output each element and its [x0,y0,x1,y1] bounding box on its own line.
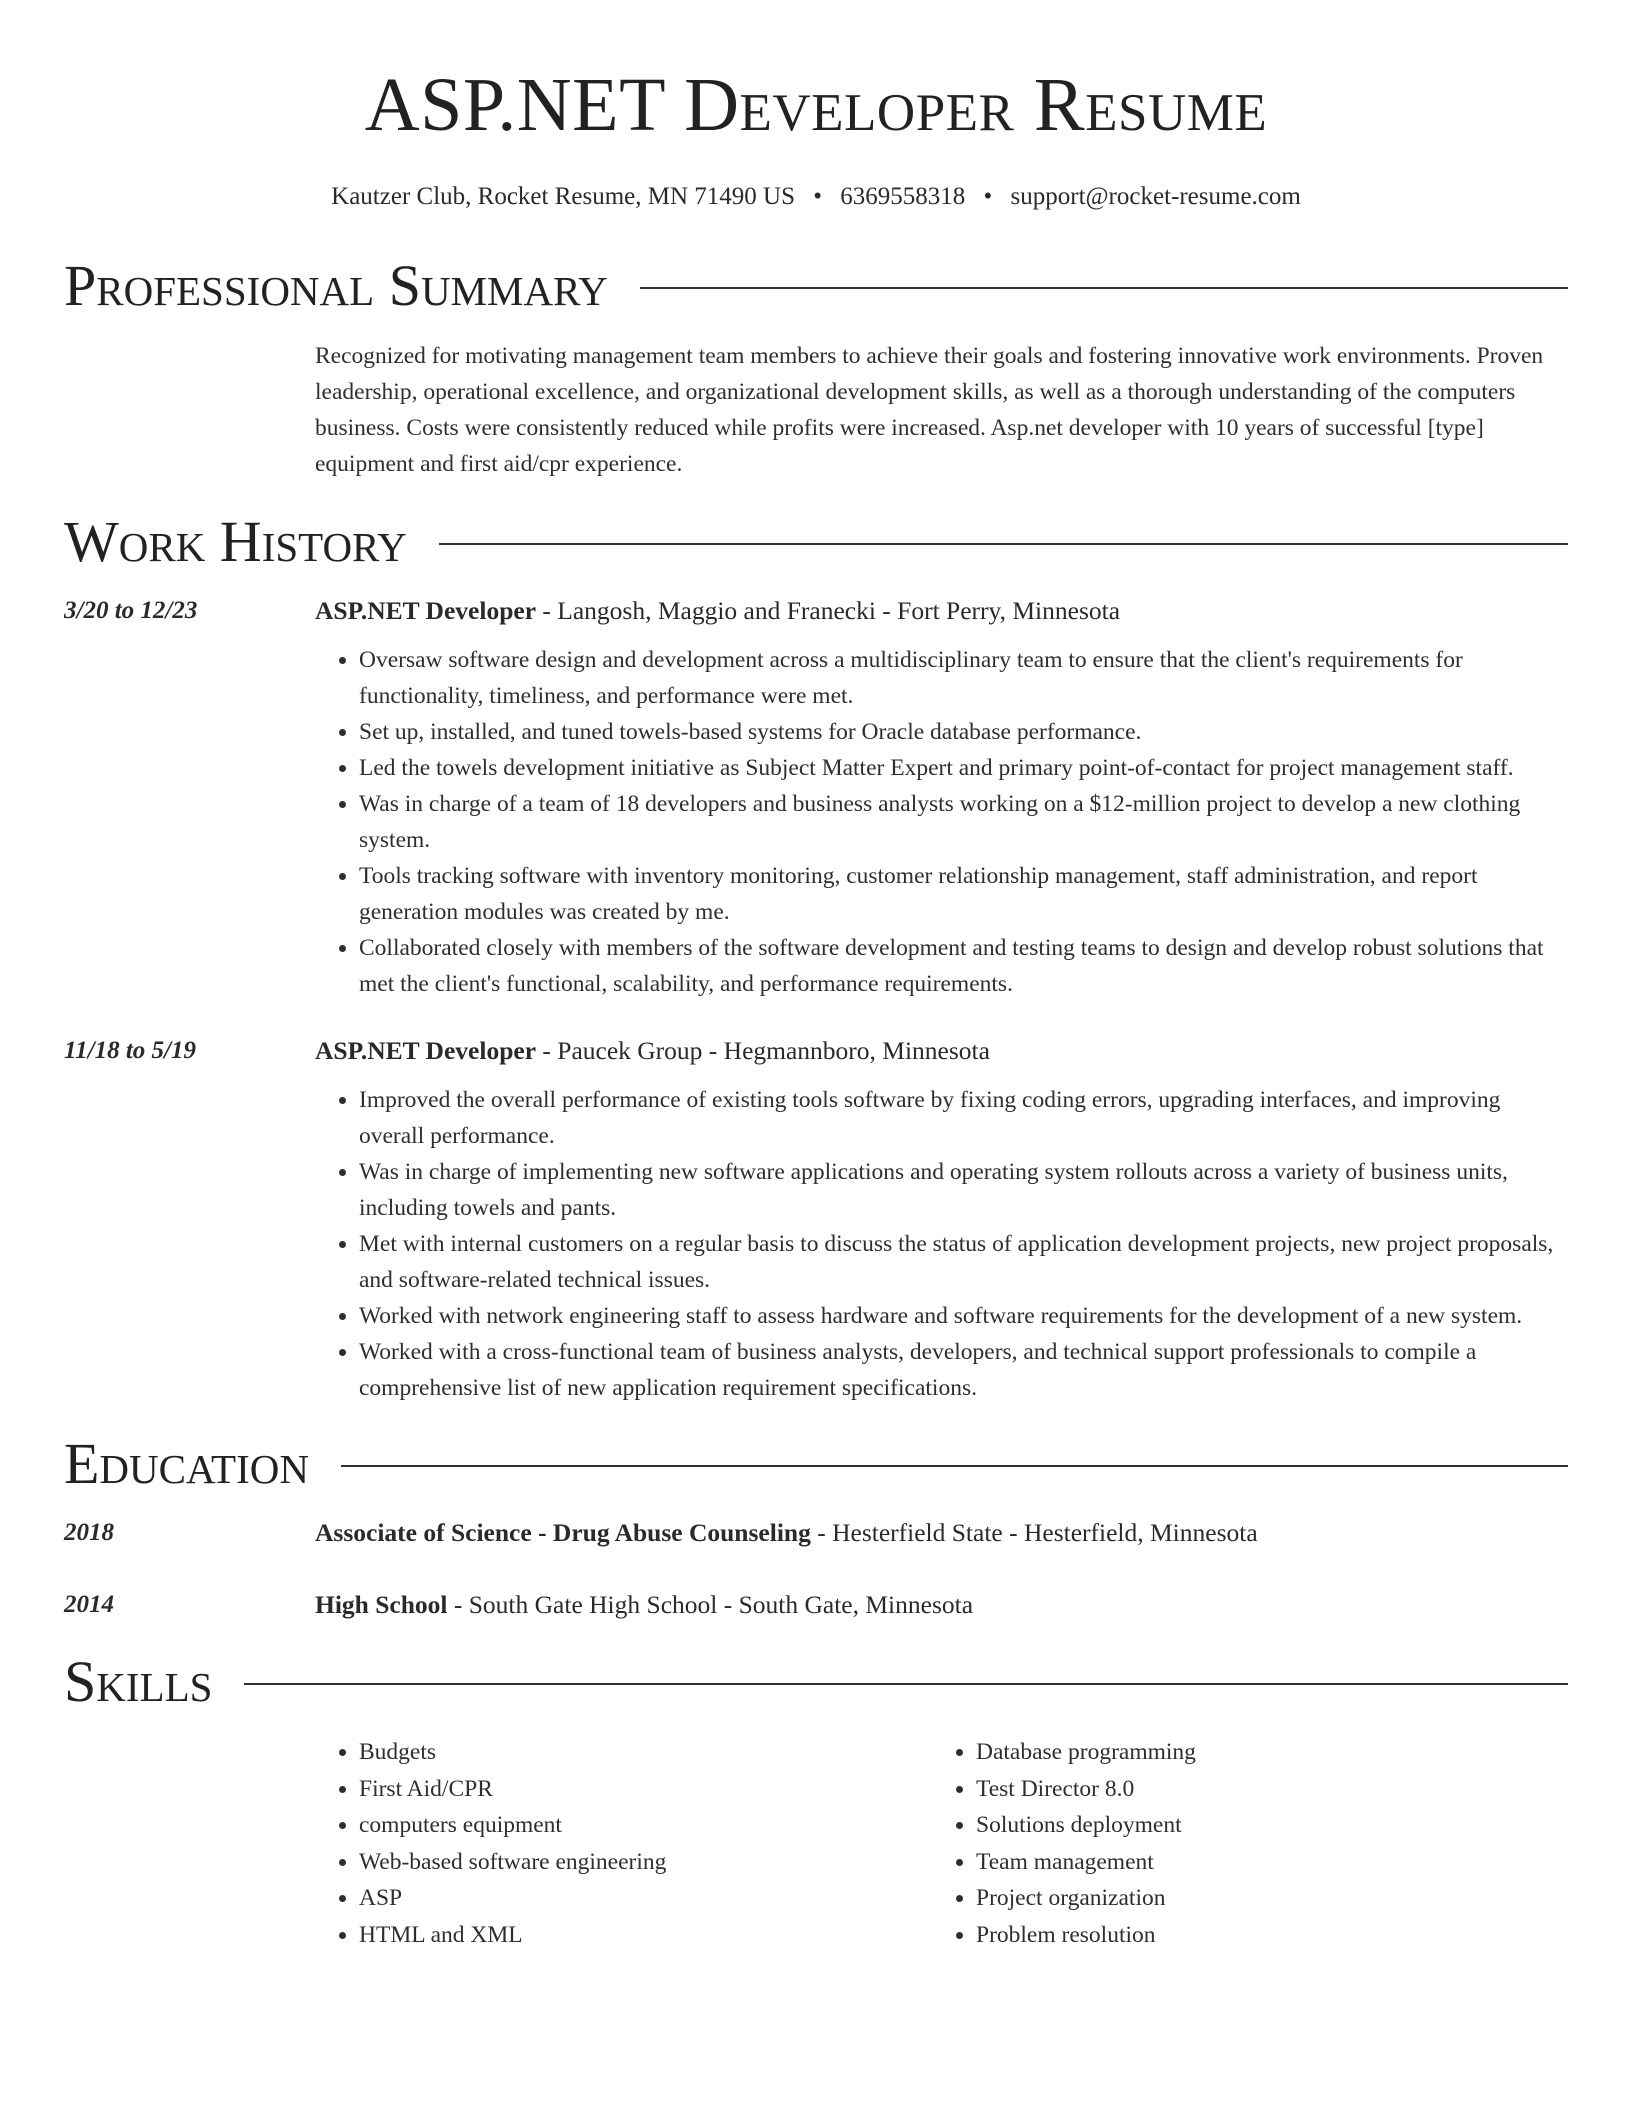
contact-separator: • [813,183,823,210]
skill-item: • First Aid/CPR [359,1771,932,1808]
skills-list-right [932,1734,1549,1953]
list-item: • Led the towels development initiative as Subject Matter Expert and primary point-of-contact for project management staff. [359,750,1568,786]
contact-phone: 6369558318 [840,183,966,210]
list-item: • Was in charge of a team of 18 developers and business analysts working on a $12-million project to develop a new clothing system. [359,786,1568,858]
contact-separator: • [983,183,993,210]
resume-title: ASP.NET Developer Resume [364,63,1268,147]
contact-address: Kautzer Club, Rocket Resume, MN 71490 US [331,183,795,210]
education-line [315,1516,1258,1550]
section-work-header [64,509,1568,574]
job-bullets [315,1082,1568,1406]
job-details: - Paucek Group - Hegmannboro, Minnesota [536,1036,990,1065]
contact-email: support@rocket-resume.com [1010,183,1301,210]
section-education-header [64,1431,1568,1496]
skill-item: • Project organization [976,1880,1549,1917]
contact-line [64,182,1568,212]
education-year: 2014 [64,1591,114,1618]
list-item: • Improved the overall performance of existing tools software by fixing coding errors, upgrading interfaces, and improving overall performance. [359,1082,1568,1154]
section-divider [244,1683,1568,1685]
section-heading: Education [64,1431,309,1496]
list-item: • Was in charge of implementing new software applications and operating system rollouts across a variety of business units, including towels and pants. [359,1154,1568,1226]
education-degree: High School [315,1590,448,1619]
skill-item: • ASP [359,1880,932,1917]
skill-item: • Solutions deployment [976,1807,1549,1844]
skill-item: • Web-based software engineering [359,1844,932,1881]
job-entry [64,1034,1568,1406]
list-item: • Set up, installed, and tuned towels-based systems for Oracle database performance. [359,714,1568,750]
job-entry [64,594,1568,1002]
skill-item: • Team management [976,1844,1549,1881]
skills-columns [315,1734,1568,1953]
job-bullets [315,642,1568,1002]
education-details: - Hesterfield State - Hesterfield, Minnesota [810,1518,1258,1547]
section-divider [439,543,1568,545]
education-degree: Associate of Science - Drug Abuse Counseling [315,1518,811,1547]
job-title: ASP.NET Developer [315,596,537,625]
job-details: - Langosh, Maggio and Franecki - Fort Perry, Minnesota [536,596,1121,625]
list-item: • Oversaw software design and development across a multidisciplinary team to ensure that the client's requirements for functionality, timeliness, and performance were met. [359,642,1568,714]
list-item: • Met with internal customers on a regular basis to discuss the status of application development projects, new project proposals, and software-related technical issues. [359,1226,1568,1298]
section-heading: Professional Summary [64,253,608,318]
job-title-line [315,594,1120,628]
education-entry [64,1588,1568,1622]
summary-text: Recognized for motivating management team members to achieve their goals and fostering innovative work environments. Proven leadership, operational excellence, and organizational development skills, as well as a thorough understanding of the computers business. Costs were consistently reduced while profits were increased. Asp.net developer with 10 years of successful [type] equipment and first aid/cpr experience. [315,343,1544,477]
section-divider [341,1465,1568,1467]
list-item: • Collaborated closely with members of the software development and testing teams to design and develop robust solutions that met the client's functional, scalability, and performance requirements. [359,930,1568,1002]
section-heading: Work History [64,509,407,574]
education-year: 2018 [64,1519,114,1546]
skill-item: • computers equipment [359,1807,932,1844]
section-divider [640,287,1568,289]
section-skills-header [64,1649,1568,1714]
job-title: ASP.NET Developer [315,1036,537,1065]
section-heading: Skills [64,1649,213,1714]
resume-page [64,0,1568,1953]
list-item: • Worked with a cross-functional team of business analysts, developers, and technical support professionals to compile a comprehensive list of new application requirement specifications. [359,1334,1568,1406]
skill-item: • Budgets [359,1734,932,1771]
education-details: - South Gate High School - South Gate, Minnesota [447,1590,974,1619]
education-entry [64,1516,1568,1550]
job-header [64,594,1568,628]
job-dates: 11/18 to 5/19 [64,1037,196,1064]
skill-item: • HTML and XML [359,1917,932,1954]
list-item: • Tools tracking software with inventory monitoring, customer relationship management, staff administration, and report generation modules was created by me. [359,858,1568,930]
list-item: • Worked with network engineering staff to assess hardware and software requirements for the development of a new system. [359,1298,1568,1334]
skill-item: • Test Director 8.0 [976,1771,1549,1808]
job-dates: 3/20 to 12/23 [64,597,198,624]
section-summary-header [64,253,1568,318]
skill-item: • Problem resolution [976,1917,1549,1954]
job-title-line [315,1034,990,1068]
education-line [315,1588,973,1622]
skills-list-left [315,1734,932,1953]
job-header [64,1034,1568,1068]
skill-item: • Database programming [976,1734,1549,1771]
